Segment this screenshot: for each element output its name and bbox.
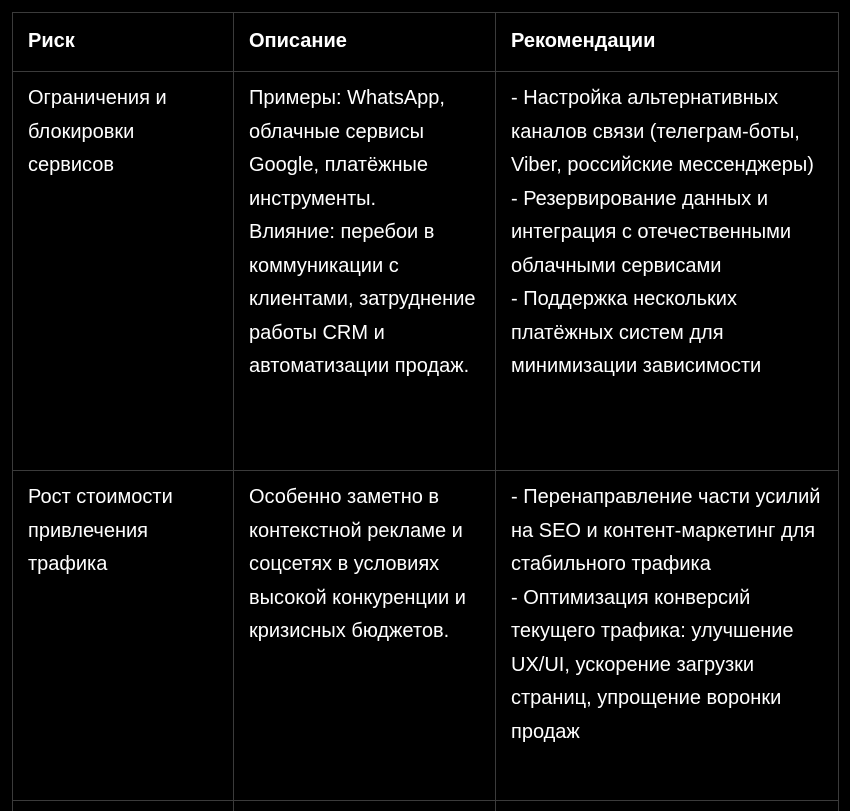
cell-description	[234, 801, 496, 811]
description-paragraph: Особенно заметно в контекстной рекламе и соцсетях в условиях высокой конкуренции и кризисных бюджетов.	[249, 486, 466, 642]
recommendation-item: - Перенаправление части усилий на SEO и контент-маркетинг для стабильного трафика	[511, 486, 821, 575]
cell-description	[234, 471, 496, 801]
description-paragraph: Примеры: WhatsApp, облачные сервисы Google, платёжные инструменты.	[249, 87, 445, 210]
recommendation-item: - Поддержка нескольких платёжных систем для минимизации зависимости	[511, 288, 762, 377]
cell-recommendations	[496, 72, 839, 471]
cell-description	[234, 72, 496, 471]
cell-recommendations	[496, 471, 839, 801]
table-row	[13, 471, 839, 801]
table-row	[13, 801, 839, 811]
description-paragraph: Влияние: перебои в коммуникации с клиентами, затруднение работы CRM и автоматизации продаж.	[249, 221, 476, 377]
column-header-description: Описание	[234, 13, 496, 72]
risk-table	[12, 12, 839, 811]
header-row	[13, 13, 839, 72]
table-row	[13, 72, 839, 471]
cell-risk	[13, 471, 234, 801]
risk-text: Ограничения и блокировки сервисов	[28, 87, 167, 176]
risk-text: Рост стоимости привлечения трафика	[28, 486, 173, 575]
column-header-risk: Риск	[13, 13, 234, 72]
cell-risk	[13, 72, 234, 471]
recommendation-item: - Настройка альтернативных каналов связи (телеграм-боты, Viber, российские мессенджеры)	[511, 87, 814, 176]
recommendation-item: - Резервирование данных и интеграция с отечественными облачными сервисами	[511, 187, 792, 277]
cell-recommendations	[496, 801, 839, 811]
cell-risk	[13, 801, 234, 811]
recommendation-item: - Оптимизация конверсий текущего трафика: улучшение UX/UI, ускорение загрузки страниц, упрощение воронки продаж	[511, 586, 794, 743]
column-header-recommendations: Рекомендации	[496, 13, 839, 72]
